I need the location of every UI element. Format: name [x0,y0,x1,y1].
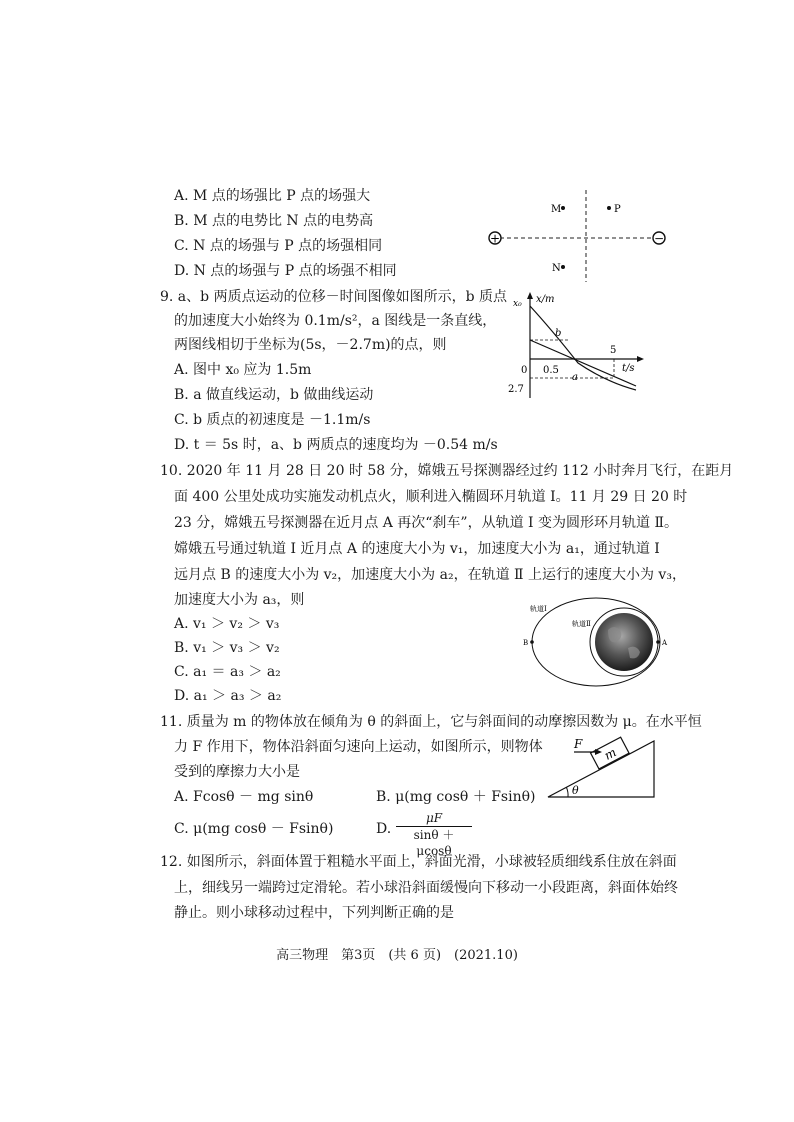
q9-option-c: C. b 质点的初速度是 －1.1m/s [174,412,371,428]
q10-line-1: 10. 2020 年 11 月 28 日 20 时 58 分，嫦娥五号探测器经过约 112 小时奔月飞行，在距月 [160,463,734,479]
q9-option-b: B. a 做直线运动，b 做曲线运动 [174,387,374,403]
q9-line-1: 9. a、b 两质点运动的位移－时间图像如图所示，b 质点 [160,289,507,305]
q11-line-3: 受到的摩擦力大小是 [174,764,300,780]
page-footer: 高三物理 第3页 (共 6 页) (2021.10) [276,948,518,963]
q11-option-b: B. μ(mg cosθ ＋ Fsinθ) [376,789,536,805]
x-axis-label: x/m [536,294,555,305]
mass-label: m [601,745,619,763]
q10-orbit-figure [520,596,680,692]
point-b-label: B [523,639,529,647]
negative-charge-label: − [653,231,665,246]
q10-option-c: C. a₁ ＝ a₃ ＞ a₂ [174,664,281,680]
line-a-label: a [572,372,578,383]
q11-option-d-prefix: D. [376,821,392,837]
q11-incline-figure [544,735,662,799]
origin-label: 0 [521,365,528,376]
q10-option-b: B. v₁ ＞ v₃ ＞ v₂ [174,640,280,656]
tick-2-7-label: 2.7 [508,384,524,395]
x0-label: x₀ [513,299,522,309]
q8-option-a: A. M 点的场强比 P 点的场强大 [174,188,371,204]
fraction-numerator: μF [396,810,472,827]
q10-option-a: A. v₁ ＞ v₂ ＞ v₃ [174,616,280,632]
q11-line-1: 11. 质量为 m 的物体放在倾角为 θ 的斜面上，它与斜面间的动摩擦因数为 μ。在水平恒 [160,714,702,730]
fraction-denominator: sinθ ＋ μcosθ [413,828,455,858]
q10-line-5: 远月点 B 的速度大小为 v₂，加速度大小为 a₂，在轨道 Ⅱ 上运行的速度大小为 v₃， [174,567,686,583]
point-a-label: A [662,639,668,647]
q8-option-b: B. M 点的电势比 N 点的电势高 [174,213,374,229]
q8-field-figure [478,190,678,282]
tick-0-5-label: 0.5 [543,365,559,376]
force-label: F [574,737,583,751]
curve-b-label: b [555,328,562,339]
positive-charge-label: + [489,231,501,246]
q9-line-3: 两图线相切于坐标为(5s，－2.7m)的点，则 [174,337,447,353]
q12-line-2: 上，细线另一端跨过定滑轮。若小球沿斜面缓慢向下移动一小段距离，斜面体始终 [174,880,678,896]
theta-label: θ [572,784,579,797]
point-p-label: P [614,204,621,215]
q10-option-d: D. a₁ ＞ a₃ ＞ a₂ [174,688,282,704]
q11-line-2: 力 F 作用下，物体沿斜面匀速向上运动，如图所示，则物体 [174,739,543,755]
q10-line-6: 加速度大小为 a₃，则 [174,592,305,608]
point-m-label: M [551,204,562,215]
t-axis-label: t/s [622,363,635,374]
orbit-2-label: 轨道Ⅱ [572,620,591,628]
q11-option-a: A. Fcosθ － mg sinθ [174,789,314,805]
q10-line-2: 面 400 公里处成功实施发动机点火，顺利进入椭圆环月轨道 Ⅰ。11 月 29 日 20 时 [174,489,688,505]
q9-line-2: 的加速度大小始终为 0.1m/s²，a 图线是一条直线， [174,313,497,329]
q12-line-3: 静止。则小球移动过程中，下列判断正确的是 [174,905,454,921]
q9-option-a: A. 图中 x₀ 应为 1.5m [174,362,312,378]
orbit-1-label: 轨道Ⅰ [530,605,547,613]
q11-option-c: C. μ(mg cosθ － Fsinθ) [174,821,334,837]
q8-option-c: C. N 点的场强与 P 点的场强相同 [174,238,383,254]
q9-option-d: D. t ＝ 5s 时，a、b 两质点的速度均为 －0.54 m/s [174,437,498,453]
q9-xt-graph [506,290,646,410]
moon-icon [595,613,653,671]
q12-line-1: 12. 如图所示，斜面体置于粗糙水平面上，斜面光滑，小球被轻质细线系住放在斜面 [160,854,677,870]
point-n-label: N [552,263,561,274]
tick-5-label: 5 [610,345,617,356]
q8-option-d: D. N 点的场强与 P 点的场强不相同 [174,263,397,279]
q10-line-4: 嫦娥五号通过轨道 Ⅰ 近月点 A 的速度大小为 v₁，加速度大小为 a₁，通过轨道 Ⅰ [174,541,660,557]
q10-line-3: 23 分，嫦娥五号探测器在近月点 A 再次“刹车”，从轨道 Ⅰ 变为圆形环月轨道 Ⅱ。 [174,515,678,531]
